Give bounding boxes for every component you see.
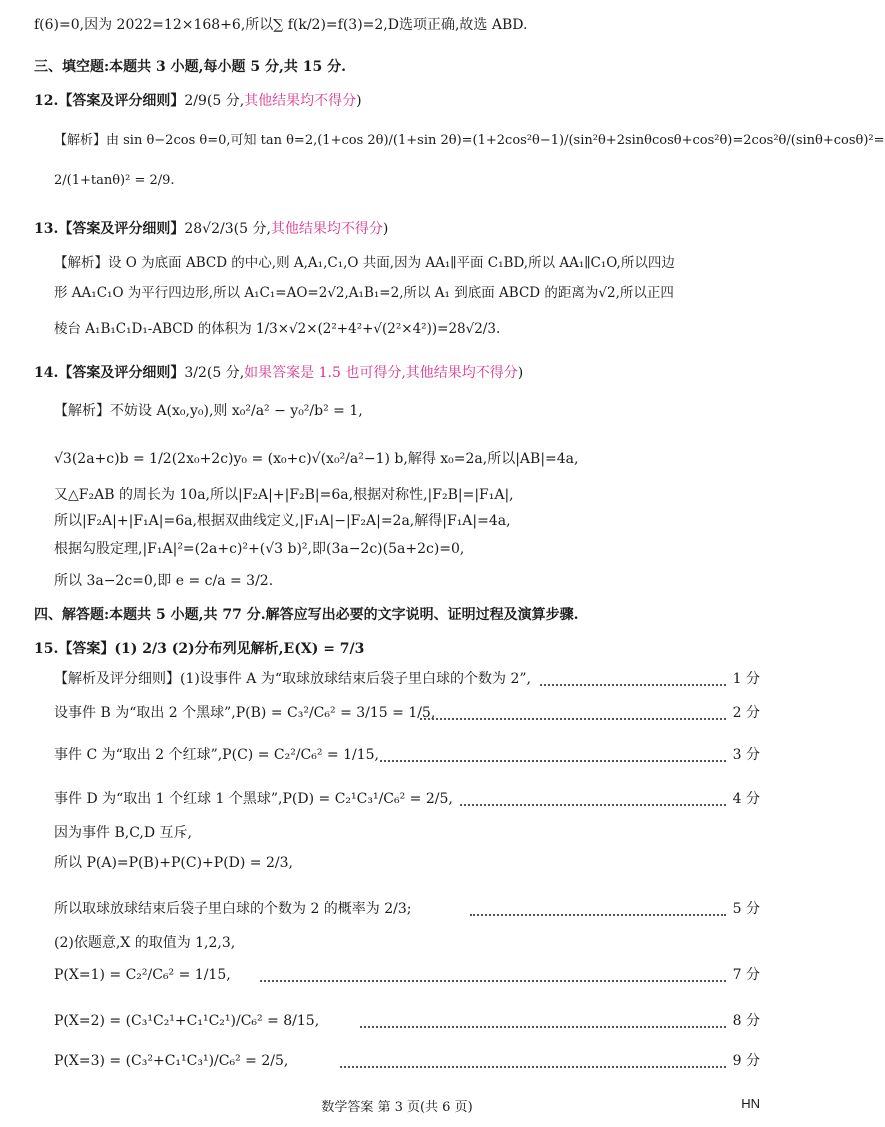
q15-leader-3: [380, 760, 726, 762]
q12-answer-line: [34, 90, 362, 112]
q15-answer-line: 15.【答案】(1) 2/3 (2)分布列见解析,E(X) = 7/3: [34, 641, 365, 657]
q15-score-8: 8 分: [732, 1013, 760, 1029]
q13-answer: 28√2/3: [184, 221, 234, 237]
q14-explanation-4: 所以|F₂A|+|F₁A|=6a,根据双曲线定义,|F₁A|−|F₂A|=2a,解得|F₁A|=4a,: [54, 513, 511, 529]
section-3-heading: 三、填空题:本题共 3 小题,每小题 5 分,共 15 分.: [34, 59, 346, 75]
q13-explanation-2: 形 AA₁C₁O 为平行四边形,所以 A₁C₁=AO=2√2,A₁B₁=2,所以 A₁ 到底面 ABCD 的距离为√2,所以正四: [54, 285, 674, 301]
q12-close: ): [356, 93, 362, 109]
q14-head: 14.【答案及评分细则】: [34, 365, 185, 381]
q14-explanation-3: 又△F₂AB 的周长为 10a,所以|F₂A|+|F₂B|=6a,根据对称性,|F₂B|=|F₁A|,: [54, 487, 514, 503]
q15-leader-1: [540, 684, 726, 686]
q15-step-j: P(X=2) = (C₃¹C₂¹+C₁¹C₂¹)/C₆² = 8/15,: [54, 1013, 320, 1029]
q12-head: 12.【答案及评分细则】: [34, 93, 185, 109]
q13-explanation-3: 棱台 A₁B₁C₁D₁-ABCD 的体积为 1/3×√2×(2²+4²+√(2²×4²))=28√2/3.: [54, 321, 501, 337]
q14-answer: 3/2: [184, 365, 207, 381]
q15-score-2: 2 分: [732, 705, 760, 721]
q15-step-k: P(X=3) = (C₃²+C₁¹C₃¹)/C₆² = 2/5,: [54, 1053, 289, 1069]
q15-leader-4: [460, 804, 726, 806]
q15-score-1: 1 分: [732, 671, 760, 687]
section-4-heading: 四、解答题:本题共 5 小题,共 77 分.解答应写出必要的文字说明、证明过程及演算步骤.: [34, 607, 579, 623]
q12-note: 其他结果均不得分: [244, 93, 357, 109]
q13-note: 其他结果均不得分: [270, 221, 383, 237]
q15-step-h: (2)依题意,X 的取值为 1,2,3,: [54, 935, 236, 951]
q15-score-4: 4 分: [732, 791, 760, 807]
q15-leader-2: [420, 718, 726, 720]
q15-leader-5: [470, 914, 726, 916]
q15-step-g: 所以取球放球结束后袋子里白球的个数为 2 的概率为 2/3;: [54, 901, 412, 917]
page-footer: 数学答案 第 3 页(共 6 页): [321, 1100, 473, 1115]
q15-step-i: P(X=1) = C₂²/C₆² = 1/15,: [54, 967, 231, 983]
q14-explanation-6: 所以 3a−2c=0,即 e = c/a = 3/2.: [54, 573, 274, 589]
q15-score-3: 3 分: [732, 747, 760, 763]
q15-step-b: 设事件 B 为“取出 2 个黑球”,P(B) = C₃²/C₆² = 3/15 = 1/5,: [54, 705, 436, 721]
q13-explanation-1: 【解析】设 O 为底面 ABCD 的中心,则 A,A₁,C₁,O 共面,因为 AA₁∥平面 C₁BD,所以 AA₁∥C₁O,所以四边: [54, 255, 675, 271]
q12-explanation-1: 【解析】由 sin θ−2cos θ=0,可知 tan θ=2,(1+cos 2θ)/(1+sin 2θ)=(1+2cos²θ−1)/(sin²θ+2sinθcosθ+cos²θ)=2cos²θ/(sinθ+cosθ)²=: [54, 133, 885, 148]
q15-score-7: 7 分: [732, 967, 760, 983]
q15-score-9: 9 分: [732, 1053, 760, 1069]
q13-answer-line: [34, 218, 388, 240]
q15-leader-9: [340, 1066, 726, 1068]
q12-answer: 2/9: [184, 93, 207, 109]
q12-explanation-2: 2/(1+tanθ)² = 2/9.: [54, 173, 175, 188]
q14-close: ): [517, 365, 524, 381]
q14-score: (5 分,: [206, 365, 245, 381]
q13-head: 13.【答案及评分细则】: [34, 221, 185, 237]
q15-leader-8: [360, 1026, 726, 1028]
q14-explanation-2: √3(2a+c)b = 1/2(2x₀+2c)y₀ = (x₀+c)√(x₀²/a²−1) b,解得 x₀=2a,所以|AB|=4a,: [54, 451, 579, 467]
q15-score-5: 5 分: [732, 901, 760, 917]
q14-explanation-1: 【解析】不妨设 A(x₀,y₀),则 x₀²/a² − y₀²/b² = 1,: [54, 403, 363, 419]
q15-step-d: 事件 D 为“取出 1 个红球 1 个黑球”,P(D) = C₂¹C₃¹/C₆² = 2/5,: [54, 791, 453, 807]
q14-note: 如果答案是 1.5 也可得分,其他结果均不得分: [244, 365, 518, 381]
q15-step-e: 因为事件 B,C,D 互斥,: [54, 825, 192, 841]
q13-close: ): [382, 221, 389, 237]
q15-step-c: 事件 C 为“取出 2 个红球”,P(C) = C₂²/C₆² = 1/15,: [54, 747, 379, 763]
q15-step-a: 【解析及评分细则】(1)设事件 A 为“取球放球结束后袋子里白球的个数为 2”,: [54, 671, 531, 687]
line-q11-end: f(6)=0,因为 2022=12×168+6,所以∑ f(k/2)=f(3)=2,D选项正确,故选 ABD.: [34, 17, 528, 33]
region-code: HN: [741, 1096, 760, 1111]
q12-score: (5 分,: [206, 93, 245, 109]
q14-answer-line: [34, 362, 523, 384]
q14-explanation-5: 根据勾股定理,|F₁A|²=(2a+c)²+(√3 b)²,即(3a−2c)(5a+2c)=0,: [54, 541, 465, 557]
q15-step-f: 所以 P(A)=P(B)+P(C)+P(D) = 2/3,: [54, 855, 293, 871]
q13-score: (5 分,: [233, 221, 271, 237]
q15-leader-7: [260, 980, 726, 982]
